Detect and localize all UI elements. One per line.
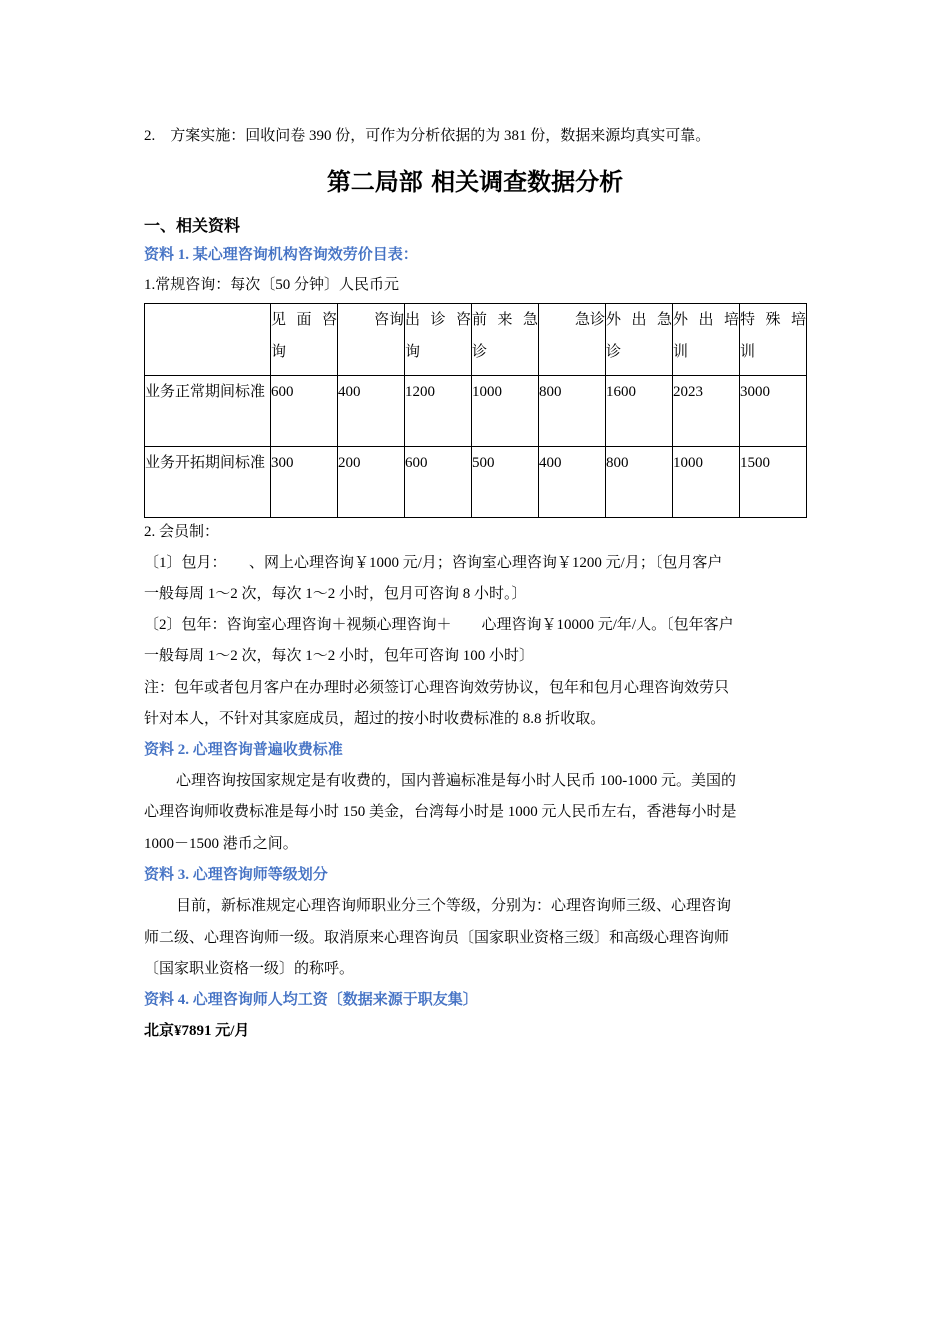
table-header-cell	[145, 304, 271, 376]
paragraph-line: 心理咨询师收费标准是每小时 150 美金，台湾每小时是 1000 元人民币左右，香港每小时是	[144, 804, 737, 820]
paragraph-line: 师二级、心理咨询师一级。取消原来心理咨询员〔国家职业资格三级〕和高级心理咨询师	[144, 930, 730, 946]
table-header-cell: 特 殊 培训	[740, 304, 807, 376]
paragraph-line: 目前，新标准规定心理咨询师职业分三个等级，分别为：心理咨询师三级、心理咨询	[176, 898, 732, 914]
table-header-cell: 急诊	[539, 304, 606, 376]
section-title: 第二局部 相关调查数据分析	[326, 168, 624, 196]
regular-consult-subtitle: 1.常规咨询：每次〔50 分钟〕人民币元	[144, 277, 400, 293]
paragraph-line: 〔国家职业资格一级〕的称呼。	[144, 961, 355, 977]
monthly-plan-line: 一般每周 1～2 次，每次 1～2 小时，包月可咨询 8 小时。〕	[144, 586, 527, 602]
table-header-cell: 外 出 培训	[673, 304, 740, 376]
paragraph-line: 心理咨询按国家规定是有收费的，国内普遍标准是每小时人民币 100-1000 元。美国的	[176, 773, 736, 789]
salary-line: 北京¥7891 元/月	[144, 1023, 250, 1039]
table-header-cell: 见 面 咨询	[271, 304, 338, 376]
material-3-title: 资料 3. 心理咨询师等级划分	[144, 867, 328, 883]
table-cell: 业务正常期间标准	[145, 376, 271, 447]
table-cell: 3000	[740, 376, 807, 447]
table-cell: 1000	[472, 376, 539, 447]
table-cell: 业务开拓期间标准	[145, 447, 271, 518]
table-cell: 300	[271, 447, 338, 518]
paragraph-line: 1000－1500 港币之间。	[144, 836, 298, 852]
yearly-plan-line: 〔2〕包年：咨询室心理咨询＋视频心理咨询＋ 心理咨询￥10000 元/年/人。〔包年客户	[144, 617, 734, 633]
membership-title: 2. 会员制：	[144, 524, 220, 540]
table-cell: 800	[539, 376, 606, 447]
table-header-row	[145, 304, 807, 376]
table-cell: 600	[405, 447, 472, 518]
note-line: 注：包年或者包月客户在办理时必须签订心理咨询效劳协议，包年和包月心理咨询效劳只	[144, 680, 730, 696]
material-2-title: 资料 2. 心理咨询普遍收费标准	[144, 742, 343, 758]
table-header-cell: 前 来 急诊	[472, 304, 539, 376]
table-row	[145, 447, 807, 518]
heading-related-materials: 一、相关资料	[144, 216, 241, 235]
table-header-cell: 外 出 急诊	[606, 304, 673, 376]
table-cell: 1200	[405, 376, 472, 447]
table-cell: 400	[338, 376, 405, 447]
table-cell: 200	[338, 447, 405, 518]
intro-line: 2. 方案实施：回收问卷 390 份，可作为分析依据的为 381 份，数据来源均真实可靠。	[144, 128, 711, 144]
table-cell: 1600	[606, 376, 673, 447]
material-1-title: 资料 1. 某心理咨询机构咨询效劳价目表：	[144, 247, 418, 263]
table-cell: 800	[606, 447, 673, 518]
material-4-title: 资料 4. 心理咨询师人均工资〔数据来源于职友集〕	[144, 992, 478, 1008]
table-header-cell: 咨询	[338, 304, 405, 376]
table-cell: 600	[271, 376, 338, 447]
table-cell: 1000	[673, 447, 740, 518]
table-row	[145, 376, 807, 447]
note-line: 针对本人，不针对其家庭成员，超过的按小时收费标准的 8.8 折收取。	[144, 711, 606, 727]
table-cell: 400	[539, 447, 606, 518]
table-cell: 1500	[740, 447, 807, 518]
fee-table	[144, 303, 807, 518]
monthly-plan-line: 〔1〕包月： 、网上心理咨询￥1000 元/月；咨询室心理咨询￥1200 元/月；〔包月客户	[144, 555, 723, 571]
yearly-plan-line: 一般每周 1～2 次，每次 1～2 小时，包年可咨询 100 小时〕	[144, 648, 535, 664]
table-header-cell: 出 诊 咨询	[405, 304, 472, 376]
table-cell: 500	[472, 447, 539, 518]
table-cell: 2023	[673, 376, 740, 447]
